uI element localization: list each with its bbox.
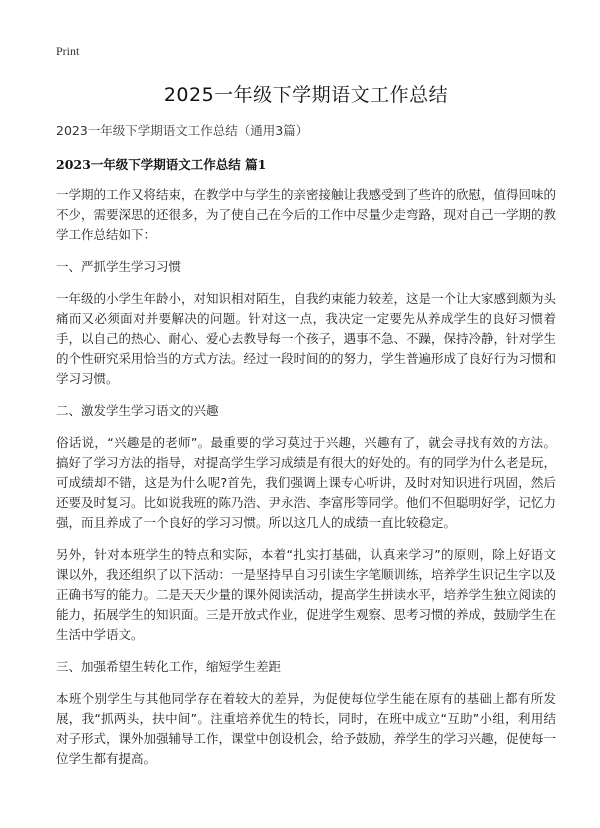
document-subtitle: 2023一年级下学期语文工作总结（通用3篇） — [56, 123, 309, 138]
subheading-interest: 二、激发学生学习语文的兴趣 — [56, 403, 219, 418]
subheading-habits: 一、严抓学生学习习惯 — [56, 259, 182, 274]
paragraph-interest: 俗话说，“兴趣是的老师”。最重要的学习莫过于兴趣，兴趣有了，就会寻找有效的方法。搞好了学习方法的指导，对提高学生学习成绩是有很大的好处的。有的同学为什么老是玩，可成绩却不错，这是为什么呢?首先，我们强调上课专心听讲，及时对知识进行巩固，然后还要及时复习。比如说我班的陈乃浩、尹永浩、李富彤等同学。他们不但聪明好学，记忆力强，而且养成了一个良好的学习习惯。所以这几人的成绩一直比较稳定。 — [56, 435, 557, 530]
paragraph-activities: 另外，针对本班学生的特点和实际，本着“扎实打基础，认真来学习”的原则，除上好语文课以外，我还组织了以下活动：一是坚持早自习引读生字笔顺训练，培养学生识记生字以及正确书写的能力。二是天天少量的课外阅读活动，提高学生拼读水平，培养学生独立阅读的能力，拓展学生的知识面。三是开放式作业，促进学生观察、思考习惯的养成，鼓励学生在生活中学语文。 — [56, 547, 557, 642]
section-heading: 2023一年级下学期语文工作总结 篇1 — [56, 157, 267, 172]
subheading-gap: 三、加强希望生转化工作，缩短学生差距 — [56, 659, 282, 674]
paragraph-gap: 本班个别学生与其他同学存在着较大的差异，为促使每位学生能在原有的基础上都有所发展，我“抓两头，扶中间”。注重培养优生的特长，同时，在班中成立“互助”小组，利用结对子形式，课外加强辅导工作，课堂中创设机会，给予鼓励，养学生的学习兴趣，促使每一位学生都有提高。 — [56, 691, 557, 766]
print-link[interactable]: Print — [56, 44, 80, 58]
document-body — [56, 122, 556, 781]
document-title: 2025一年级下学期语文工作总结 — [163, 84, 449, 106]
paragraph-habits: 一年级的小学生年龄小，对知识相对陌生，自我约束能力较差，这是一个让大家感到颇为头痛而又必须面对并要解决的问题。针对这一点，我决定一定要先从养成学生的良好习惯着手，以自己的热心、耐心、爱心去教导每一个孩子，遇事不急、不躁，保持冷静，针对学生的个性研究采用恰当的方式方法。经过一段时间的的努力，学生普遍形成了良好行为习惯和学习习惯。 — [56, 291, 557, 386]
paragraph-intro: 一学期的工作又将结束，在教学中与学生的亲密接触让我感受到了些许的欣慰，值得回味的不少，需要深思的还很多，为了使自己在今后的工作中尽量少走弯路，现对自己一学期的教学工作总结如下： — [56, 187, 557, 242]
